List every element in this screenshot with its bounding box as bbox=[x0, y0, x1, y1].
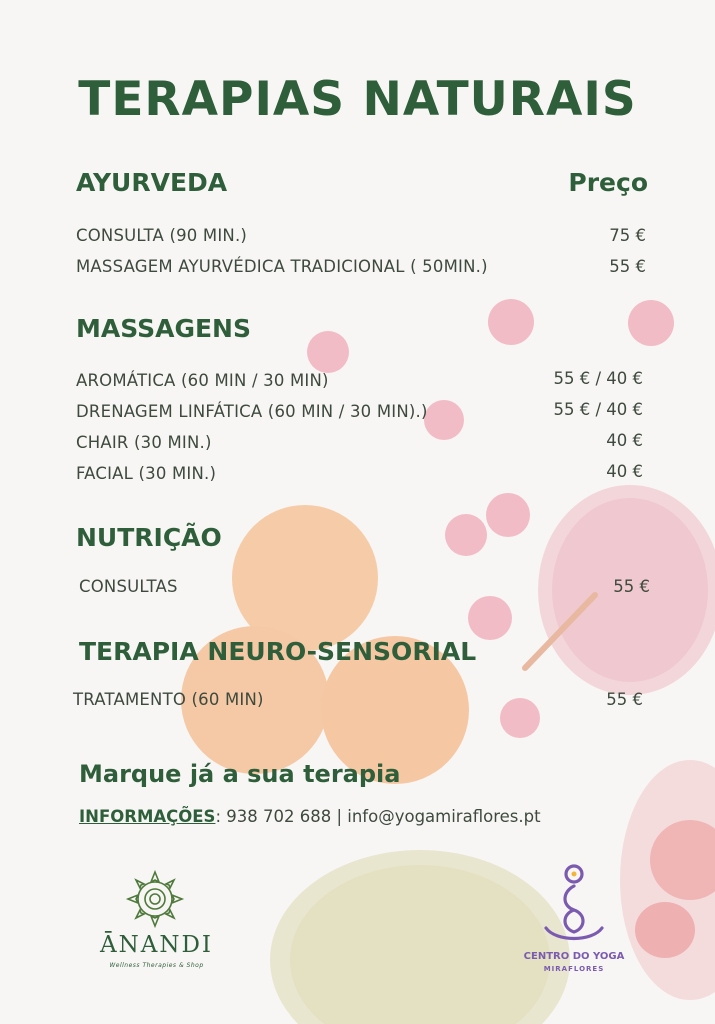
menu-item-price: 55 € / 40 € bbox=[553, 369, 643, 388]
meditating-figure-icon bbox=[540, 862, 608, 948]
menu-item-price: 55 € bbox=[613, 577, 650, 596]
section-heading-massagens: MASSAGENS bbox=[76, 314, 251, 343]
menu-item-name: CONSULTA (90 MIN.) bbox=[76, 226, 248, 245]
centro-logo-subtitle: MIRAFLORES bbox=[543, 965, 605, 973]
section-heading-ayurveda: AYURVEDA bbox=[76, 168, 228, 197]
menu-item-price: 55 € / 40 € bbox=[553, 400, 643, 419]
menu-item-price: 40 € bbox=[606, 431, 643, 450]
call-to-action: Marque já a sua terapia bbox=[79, 760, 401, 788]
menu-item-name: TRATAMENTO (60 MIN) bbox=[73, 690, 264, 709]
contact-info bbox=[79, 807, 541, 826]
price-header: Preço bbox=[568, 168, 648, 197]
anandi-logo-text: ĀNANDI bbox=[100, 932, 213, 958]
menu-item-name: DRENAGEM LINFÁTICA (60 MIN / 30 MIN).) bbox=[76, 402, 428, 421]
menu-item-price: 55 € bbox=[606, 690, 643, 709]
menu-item-name: MASSAGEM AYURVÉDICA TRADICIONAL ( 50MIN.) bbox=[76, 257, 488, 276]
anandi-logo-subtitle: Wellness Therapies & Shop bbox=[109, 962, 204, 969]
menu-item-price: 40 € bbox=[606, 462, 643, 481]
contact-info-label: INFORMAÇÕES bbox=[79, 807, 216, 826]
menu-item-price: 55 € bbox=[609, 257, 646, 276]
menu-item-name: FACIAL (30 MIN.) bbox=[76, 464, 217, 483]
menu-item-name: CHAIR (30 MIN.) bbox=[76, 433, 212, 452]
menu-item-name: CONSULTAS bbox=[79, 577, 178, 596]
section-heading-terapia-neuro-sensorial: TERAPIA NEURO-SENSORIAL bbox=[79, 637, 477, 666]
mandala-icon bbox=[124, 868, 186, 930]
menu-item-name: AROMÁTICA (60 MIN / 30 MIN) bbox=[76, 371, 329, 390]
centro-logo-text: CENTRO DO YOGA bbox=[523, 951, 625, 962]
contact-info-details: : 938 702 688 | info@yogamiraflores.pt bbox=[215, 807, 541, 826]
page-title: TERAPIAS NATURAIS bbox=[78, 72, 637, 127]
section-heading-nutricao: NUTRIÇÃO bbox=[76, 523, 222, 552]
menu-item-price: 75 € bbox=[609, 226, 646, 245]
